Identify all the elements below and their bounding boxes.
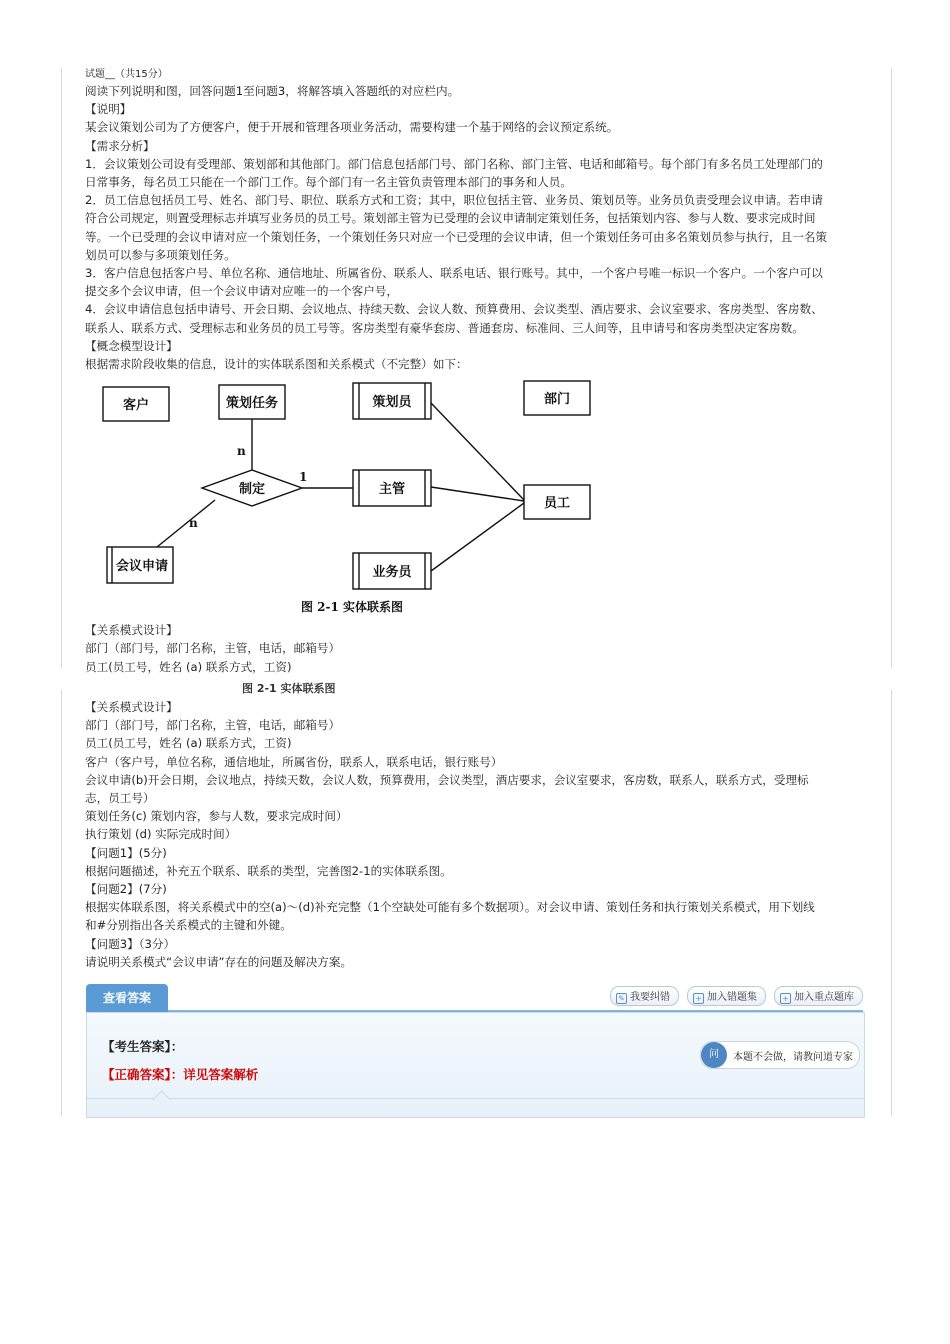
relationship-label: 制定 bbox=[238, 482, 266, 498]
text-line: 3．客户信息包括客户号、单位名称、通信地址、所属省份、联系人、联系电话、银行账号。其中，一个客户号唯一标识一个客户。一个客户可以 bbox=[85, 266, 823, 281]
text-line: 【关系模式设计】 bbox=[85, 623, 178, 638]
question-panel-top bbox=[61, 68, 892, 674]
entity-customer-label: 客户 bbox=[122, 398, 150, 414]
text-line: 【关系模式设计】 bbox=[85, 700, 178, 714]
text-line: 【需求分析】 bbox=[85, 138, 155, 153]
add-key-bank-button[interactable] bbox=[774, 986, 863, 1006]
plus-icon: + bbox=[693, 993, 704, 1004]
text-line: 划员可以参与多项策划任务。 bbox=[85, 247, 236, 262]
text-line: 日常事务，每名员工只能在一个部门工作。每个部门有一名主管负责管理本部门的事务和人员。 bbox=[85, 175, 572, 190]
text-line: 客户（客户号，单位名称，通信地址，所属省份，联系人，联系电话，银行账号） bbox=[85, 754, 503, 769]
ask-icon: 问 bbox=[701, 1042, 727, 1068]
text-line: 执行策划 (d) 实际完成时间） bbox=[85, 827, 237, 842]
text-line: 某会议策划公司为了方便客户，便于开展和管理各项业务活动，需要构建一个基于网络的会议预定系统。 bbox=[85, 120, 619, 135]
entity-planning-task-label: 策划任务 bbox=[225, 396, 279, 412]
entity-employee-label: 员工 bbox=[543, 496, 571, 512]
cardinality-request: n bbox=[189, 516, 198, 531]
question-text-top bbox=[85, 68, 861, 676]
plus-icon: + bbox=[780, 993, 791, 1004]
text-line: 【说明】 bbox=[85, 102, 132, 117]
text-line: 策划任务(c) 策划内容，参与人数，要求完成时间） bbox=[85, 809, 348, 824]
answer-divider bbox=[87, 1098, 864, 1099]
diagram-caption: 图 2-1 实体联系图 bbox=[300, 600, 404, 615]
add-wrong-set-button[interactable] bbox=[687, 986, 766, 1006]
text-line: 【问题2】(7分) bbox=[85, 882, 167, 897]
text-line: 提交多个会议申请，但一个会议申请对应唯一的一个客户号， bbox=[85, 284, 399, 299]
text-line: 【问题1】(5分) bbox=[85, 845, 167, 860]
entity-department-label: 部门 bbox=[543, 392, 571, 408]
candidate-answer: 【考生答案】： bbox=[102, 1039, 184, 1054]
add-key-bank-label: 加入重点题库 bbox=[794, 992, 854, 1003]
text-line: 会议申请(b)开会日期，会议地点，持续天数，会议人数，预算费用，会议类型，酒店要求，会议室要求，客房数，联系人，联系方式，受理标 bbox=[85, 772, 809, 787]
text-line: 等。一个已受理的会议申请对应一个策划任务，一个策划任务只对应一个已受理的会议申请，但一个策划任务可由多名策划员参与执行，且一名策 bbox=[85, 229, 828, 244]
text-line: 员工(员工号，姓名 (a) 联系方式，工资) bbox=[85, 659, 292, 674]
text-line: 联系人、联系方式、受理标志和业务员的员工号等。客房类型有豪华套房、普通套房、标准间、三人间等，且申请号和客房类型决定客房数。 bbox=[85, 320, 804, 335]
ask-expert-label: 本题不会做，请教问道专家 bbox=[733, 1051, 853, 1063]
question-text-bottom bbox=[85, 698, 861, 971]
ask-expert-button[interactable] bbox=[700, 1041, 860, 1069]
text-line: 请说明关系模式“会议申请”存在的问题及解决方案。 bbox=[85, 954, 353, 969]
er-diagram bbox=[87, 375, 607, 621]
entity-salesperson-label: 业务员 bbox=[372, 565, 412, 581]
text-line: 根据实体联系图，将关系模式中的空(a)～(d)补充完整（1个空缺处可能有多个数据项）。对会议申请、策划任务和执行策划关系模式，用下划线 bbox=[85, 900, 815, 915]
entity-planner-label: 策划员 bbox=[372, 395, 412, 411]
text-line: 符合公司规定，则置受理标志并填写业务员的员工号。策划部主管为已受理的会议申请制定策划任务，包括策划内容、参与人数、要求完成时间 bbox=[85, 211, 816, 226]
report-error-label: 我要纠错 bbox=[630, 992, 670, 1003]
text-line: 志，员工号） bbox=[85, 791, 155, 806]
text-line: 和#分别指出各关系模式的主键和外键。 bbox=[85, 918, 292, 933]
entity-manager-label: 主管 bbox=[378, 482, 406, 498]
question-panel-bottom bbox=[61, 682, 892, 1116]
cardinality-manager: 1 bbox=[299, 470, 308, 485]
text-line: 【概念模型设计】 bbox=[85, 338, 178, 353]
text-line: 根据问题描述，补充五个联系、联系的类型，完善图2-1的实体联系图。 bbox=[85, 863, 452, 878]
add-wrong-set-label: 加入错题集 bbox=[707, 992, 757, 1003]
cardinality-task: n bbox=[237, 444, 246, 459]
report-error-button[interactable] bbox=[610, 986, 679, 1006]
text-line: 部门（部门号，部门名称，主管，电话，邮箱号） bbox=[85, 641, 341, 656]
text-line: 4．会议申请信息包括申请号、开会日期、会议地点、持续天数、会议人数、预算费用、会议类型、酒店要求、会议室要求、客房类型、客房数、 bbox=[85, 302, 823, 317]
answer-box bbox=[86, 1012, 865, 1118]
answer-notch bbox=[152, 1090, 170, 1108]
text-line: 1．会议策划公司设有受理部、策划部和其他部门。部门信息包括部门号、部门名称、部门主管、电话和邮箱号。每个部门有多名员工处理部门的 bbox=[85, 156, 823, 171]
view-answer-tab[interactable]: 查看答案 bbox=[86, 984, 168, 1012]
text-line: 员工(员工号，姓名 (a) 联系方式，工资) bbox=[85, 736, 292, 751]
text-line: 【问题3】（3分） bbox=[85, 936, 176, 951]
text-line: 根据需求阶段收集的信息，设计的实体联系图和关系模式（不完整）如下： bbox=[85, 357, 468, 372]
text-line: 2．员工信息包括员工号、姓名、部门号、职位、联系方式和工资；其中，职位包括主管、业务员、策划员等。业务员负责受理会议申请。若申请 bbox=[85, 193, 823, 208]
answer-toolbar bbox=[86, 980, 863, 1012]
edit-icon: ✎ bbox=[616, 993, 627, 1004]
text-line: 部门（部门号，部门名称，主管，电话，邮箱号） bbox=[85, 718, 341, 733]
text-line: 阅读下列说明和图，回答问题1至问题3，将解答填入答题纸的对应栏内。 bbox=[85, 84, 460, 98]
correct-answer: 【正确答案】：详见答案解析 bbox=[102, 1067, 259, 1082]
entity-meeting-request-label: 会议申请 bbox=[115, 559, 169, 575]
answer-tools bbox=[610, 986, 863, 1006]
question-header: 试题__（共15分） bbox=[85, 69, 168, 80]
cut-caption: 图 2-1 实体联系图 bbox=[242, 682, 336, 695]
